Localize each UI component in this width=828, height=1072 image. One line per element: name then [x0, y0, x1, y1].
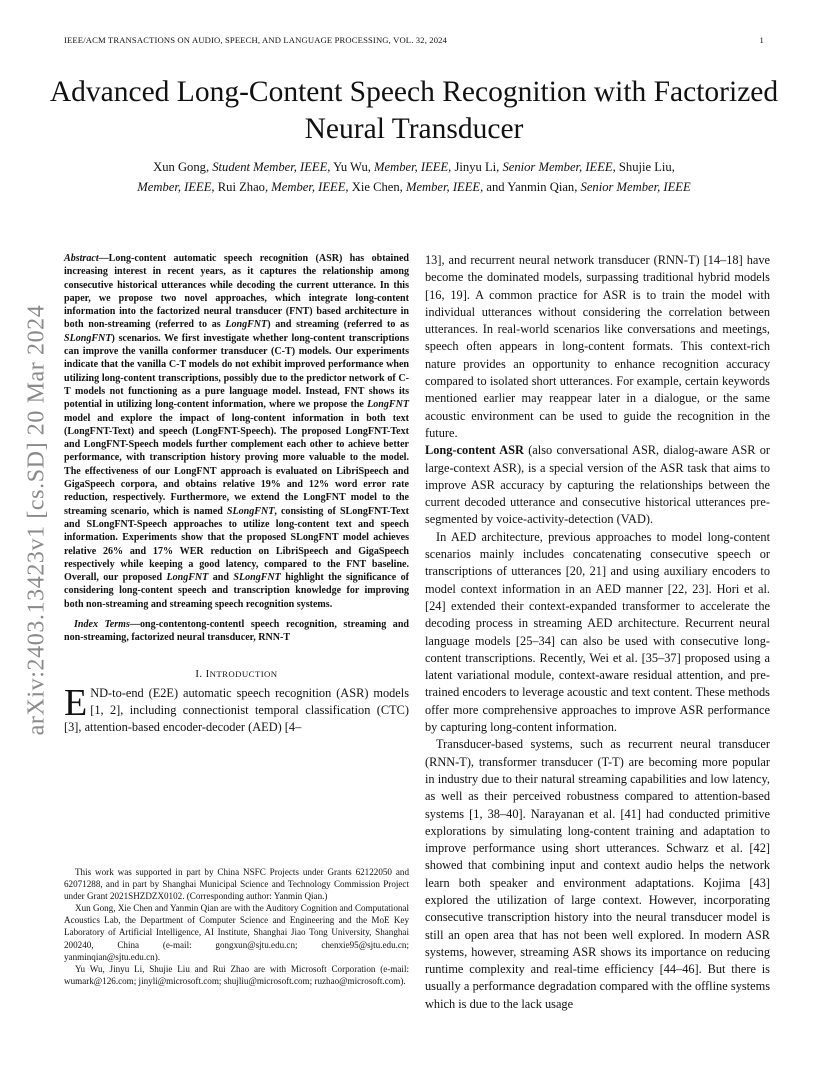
- abstract-text: model and explore the impact of long-content information in both text (LongFNT-Text) and speech (LongFNT-Speech). The proposed LongFNT-Text and LongFNT-Speech models further complement each other to achieve better performance, with transcription history proving more valuable to the model. The effectiveness of our LongFNT approach is evaluated on LibriSpeech and GigaSpeech corpora, and obtains relative 19% and 12% word error rate reduction, respectively. Furthermore, we extend the LongFNT model to the streaming scenario, which is named: [64, 412, 409, 517]
- abstract: [64, 252, 409, 611]
- journal-name: IEEE/ACM TRANSACTIONS ON AUDIO, SPEECH, AND LANGUAGE PROCESSING, VOL. 32, 2024: [64, 35, 448, 45]
- left-column: [64, 252, 409, 737]
- abstract-text: —Long-content automatic speech recognition (ASR) has obtained increasing interest in recent years, as it captures the relationship among consecutive historical utterances while decoding the current utterance. In this paper, we propose two novel approaches, which integrate long-content information into the factorized neural transducer (FNT) based architecture in both non-streaming (referred to as: [64, 253, 409, 331]
- footnote-affiliation-sjtu: Xun Gong, Xie Chen and Yanmin Qian are with the Auditory Cognition and Computational Acoustics Lab, the Department of Computer Science and Engineering and the MoE Key Laboratory of Artificial Intelligence, AI Institute, Shanghai Jiao Tong University, Shanghai 200240, China (e-mail: gongxun@sjtu.edu.cn; chenxie95@sjtu.edu.cn; yanminqian@sjtu.edu.cn).: [64, 903, 409, 962]
- author-role: Member, IEEE,: [137, 180, 215, 194]
- running-header: [64, 35, 764, 45]
- index-terms-label: Index Terms: [74, 619, 130, 631]
- author-name: Xun Gong: [153, 160, 206, 174]
- abstract-term: LongFNT: [225, 319, 268, 331]
- page-number: 1: [759, 35, 764, 45]
- author-role: Senior Member, IEEE,: [502, 160, 616, 174]
- footnotes: [64, 866, 409, 987]
- author-role: Member, IEEE,: [374, 160, 452, 174]
- body-paragraph: Transducer-based systems, such as recurrent neural transducer (RNN-T), transformer transducer (T-T) are becoming more popular in industry due to their natural streaming capabilities and low latency, as well as their perceived robustness compared to attention-based systems [1, 38–40]. Narayanan et al. [41] had conducted primitive explorations by simulating long-content training and adaptation to improve performance using short utterances. Schwarz et al. [42] showed that combining input and context audio helps the network learn both speaker and environment adaptations. Kojima [43] explored the utilization of large context. However, incorporating consecutive transcription history into the neural transducer model is still an open area that has not been well explored. In modern ASR systems, however, streaming ASR shows its importance on reducing runtime complexity and real-time efficiency [44–46]. But there is usually a performance degradation compared with the offline systems which is due to the lack usage: [425, 737, 770, 1011]
- author-name: Yu Wu: [333, 160, 368, 174]
- author-name: and Yanmin Qian: [486, 180, 575, 194]
- index-terms-text: —ong-contentong-contentl speech recognition, streaming and non-streaming, factorized neural transducer, RNN-T: [64, 619, 409, 644]
- abstract-text: ) scenarios. We first investigate whether long-content transcriptions can improve the vanilla conformer transducer (C-T) models. Our experiments indicate that the vanilla C-T models do not exhibit improved performance when utilizing long-content transcriptions, possibly due to the predictor network of C-T models not functioning as a pure language model. Instead, FNT shows its potential in utilizing long-content information, where we propose the: [64, 332, 409, 411]
- author-name: Jinyu Li: [454, 160, 497, 174]
- abstract-text: ) and streaming (referred to as: [267, 319, 409, 331]
- paper-title: Advanced Long-Content Speech Recognition with Factorized Neural Transducer: [49, 76, 779, 145]
- abstract-term: SLongFNT: [233, 572, 281, 584]
- introduction-paragraph: [64, 681, 409, 737]
- right-column: [425, 252, 770, 1013]
- section-heading-introduction: [64, 668, 409, 680]
- author-role: Senior Member, IEEE: [580, 180, 691, 194]
- author-role: Member, IEEE,: [405, 180, 484, 194]
- introduction-text: ND-to-end (E2E) automatic speech recognition (ASR) models [1, 2], including connectionist temporal classification (CTC) [3], attention-based encoder-decoder (AED) [4–: [64, 685, 409, 735]
- body-text: (also conversational ASR, dialog-aware ASR or large-context ASR), is a special version of the ASR task that aims to improve ASR accuracy by capturing the relationships between the current decoded utterance and consecutive historical utterances pre-segmented by voice-activity-detection (VAD).: [425, 443, 770, 527]
- abstract-text: , consisting of SLongFNT-Text and SLongFNT-Speech approaches to utilize long-content text and speech information. Experiments show that the proposed SLongFNT model achieves relative 26% and 17% WER reduction on LibriSpeech and GigaSpeech respectively while keeping a good latency, compared to the FNT baseline. Overall, our proposed: [64, 505, 409, 584]
- body-paragraph: 13], and recurrent neural network transducer (RNN-T) [14–18] have become the dominated models, surpassing traditional hybrid models [16, 19]. A common practice for ASR is to train the model with individual utterances without considering the correlation between utterances. In real-world scenarios like conversations and meetings, speech often appears in long-content formats. This context-rich nature provides an opportunity to enhance recognition accuracy compared to isolated short utterances. For example, certain keywords mentioned earlier may reappear later in a dialogue, or the same acoustic environment can be used to guide the recognition in the future.: [425, 253, 770, 440]
- author-list: Xun Gong, Student Member, IEEE, Yu Wu, Member, IEEE, Jinyu Li, Senior Member, IEEE, Shujie Liu, Member, IEEE, Rui Zhao, Member, IEEE, Xie Chen, Member, IEEE, and Yanmin Qian, Senior Member, IEEE: [137, 160, 691, 194]
- footnote-affiliation-microsoft: Yu Wu, Jinyu Li, Shujie Liu and Rui Zhao are with Microsoft Corporation (e-mail: wumark@126.com; jinyli@microsoft.com; shujliu@microsoft.com; ruzhao@microsoft.com).: [64, 963, 409, 986]
- abstract-text: highlight the significance of considering long-content speech and transcription knowledge for improving both non-streaming and streaming speech recognition systems.: [64, 572, 409, 610]
- abstract-term: LongFNT: [166, 572, 209, 584]
- author-role: Student Member, IEEE,: [212, 160, 331, 174]
- section-heading-initial: I. I: [195, 667, 210, 680]
- key-term: Long-content ASR: [425, 443, 524, 458]
- author-role: Member, IEEE,: [271, 180, 349, 194]
- index-terms: [64, 618, 409, 645]
- drop-cap: E: [64, 681, 88, 724]
- author-name: Xie Chen: [351, 180, 400, 194]
- abstract-label: Abstract: [64, 253, 99, 264]
- footnote-funding: This work was supported in part by China NSFC Projects under Grants 62122050 and 62071288, and in part by Shanghai Municipal Science and Technology Commission Project under Grant 2021SHZDZX0102. (Corresponding author: Yanmin Qian.): [64, 867, 409, 902]
- author-name: Rui Zhao: [217, 180, 265, 194]
- abstract-text: and: [208, 572, 234, 584]
- arxiv-identifier[interactable]: arXiv:2403.13423v1 [cs.SD] 20 Mar 2024: [23, 304, 50, 736]
- section-heading-smallcaps: NTRODUCTION: [209, 668, 278, 679]
- abstract-term: SLongFNT: [64, 332, 112, 344]
- abstract-term: SLongFNT: [226, 505, 275, 517]
- body-paragraph: In AED architecture, previous approaches to model long-content scenarios mainly includes concatenating consecutive speech or transcriptions of utterances [20, 21] and using auxiliary encoders to model context information in an AED manner [22, 23]. Hori et al. [24] extended their context-expanded transformer to accelerate the decoding process in streaming AED architecture. Recurrent neural language models [25–34] can also be used with consecutive long-content transcriptions. Recently, Wei et al. [35–37] proposed using a latent variational module, context-aware residual attention, and pre-trained encoders to leverage acoustic and text content. These methods offer more comprehensive approaches to improve ASR performance by capturing long-content information.: [425, 529, 770, 735]
- author-name: Shujie Liu: [618, 160, 672, 174]
- abstract-term: LongFNT: [367, 399, 409, 411]
- body-paragraph: [425, 442, 770, 528]
